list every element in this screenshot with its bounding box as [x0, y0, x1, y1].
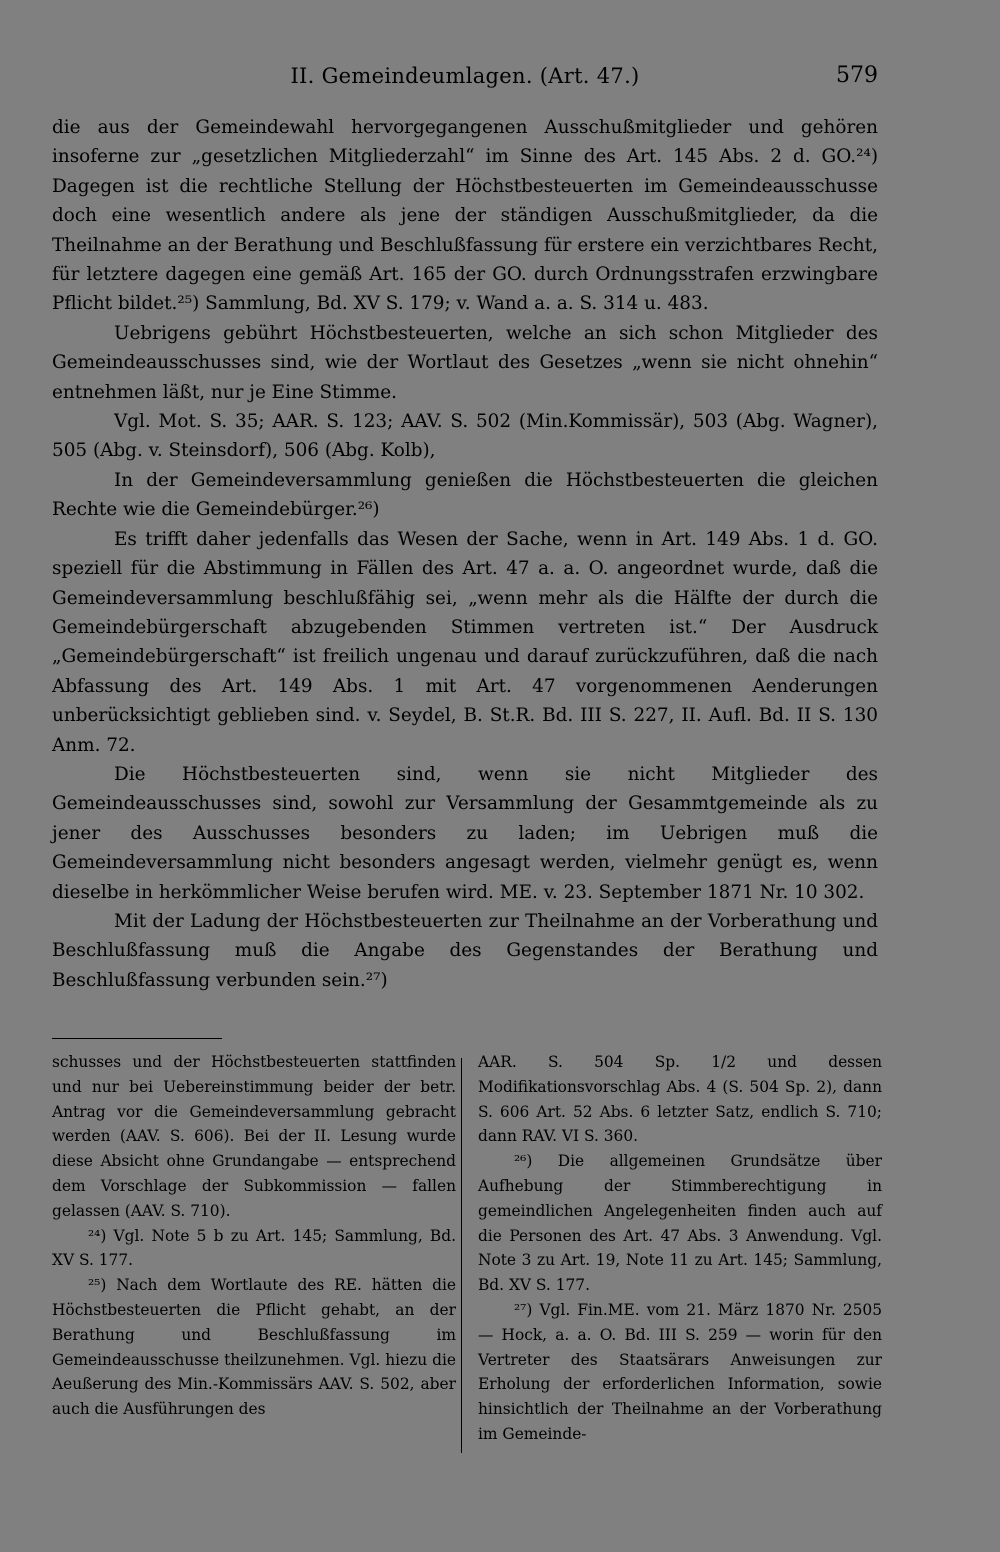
running-head: II. Gemeindeumlagen. (Art. 47.) [290, 64, 640, 88]
footnote-continuation: schusses und der Höchstbesteuerten stattfinden und nur bei Uebereinstimmung beider der betr. Antrag vor die Gemeindeversammlung gebracht werden (AAV. S. 606). Bei der II. Lesung wurde diese Absicht ohne Grundangabe — entsprechend dem Vorschlage der Subkommission — fallen gelassen (AAV. S. 710). [52, 1053, 456, 1220]
footnote-27: ²⁷) Vgl. Fin.ME. vom 21. März 1870 Nr. 2505 — Hock, a. a. O. Bd. III S. 259 — worin für den Vertreter des Staatsärars Anweisungen zur Erholung der erforderlichen Information, sowie hinsichtlich der Theilnahme an der Vorberathung im Gemeinde- [478, 1300, 882, 1443]
column-divider [461, 1058, 462, 1453]
footnote-continuation: AAR. S. 504 Sp. 1/2 und dessen Modifikationsvorschlag Abs. 4 (S. 504 Sp. 2), dann S. 606 Art. 52 Abs. 6 letzter Satz, endlich S. 710; dann RAV. VI S. 360. [478, 1053, 882, 1146]
footnotes-left-column [52, 1050, 456, 1422]
paragraph-continuation: die aus der Gemeindewahl hervorgegangenen Ausschußmitglieder und gehören insoferne zur „gesetzlichen Mitgliederzahl“ im Sinne des Art. 145 Abs. 2 d. GO.²⁴) Dagegen ist die rechtliche Stellung der Höchstbesteuerten im Gemeindeausschusse doch eine wesentlich andere als jene der ständigen Ausschußmitglieder, da die Theilnahme an der Berathung und Beschlußfassung für erstere ein verzichtbares Recht, für letztere dagegen eine gemäß Art. 165 der GO. durch Ordnungsstrafen erzwingbare Pflicht bildet.²⁵) Sammlung, Bd. XV S. 179; v. Wand a. a. S. 314 u. 483. [52, 117, 878, 315]
paragraph: Uebrigens gebührt Höchstbesteuerten, welche an sich schon Mitglieder des Gemeindeausschusses sind, wie der Wortlaut des Gesetzes „wenn sie nicht ohnehin“ entnehmen läßt, nur je Eine Stimme. [52, 322, 878, 403]
footnote-separator-rule [52, 1038, 222, 1039]
footnote-24: ²⁴) Vgl. Note 5 b zu Art. 145; Sammlung, Bd. XV S. 177. [52, 1226, 456, 1270]
page-number: 579 [836, 63, 878, 88]
page-header [52, 58, 878, 94]
footnote-25: ²⁵) Nach dem Wortlaute des RE. hätten die Höchstbesteuerten die Pflicht gehabt, an der Berathung und Beschlußfassung im Gemeindeausschusse theilzunehmen. Vgl. hiezu die Aeußerung des Min.-Kommissärs AAV. S. 502, aber auch die Ausführungen des [52, 1276, 456, 1419]
paragraph-references: Vgl. Mot. S. 35; AAR. S. 123; AAV. S. 502 (Min.Kommissär), 503 (Abg. Wagner), 505 (Abg. v. Steinsdorf), 506 (Abg. Kolb), [52, 411, 878, 462]
main-text [52, 113, 878, 995]
paragraph: Mit der Ladung der Höchstbesteuerten zur Theilnahme an der Vorberathung und Beschlußfassung muß die Angabe des Gegenstandes der Berathung und Beschlußfassung verbunden sein.²⁷) [52, 910, 878, 991]
paragraph: In der Gemeindeversammlung genießen die Höchstbesteuerten die gleichen Rechte wie die Gemeindebürger.²⁶) [52, 469, 878, 521]
footnote-26: ²⁶) Die allgemeinen Grundsätze über Aufhebung der Stimmberechtigung in gemeindlichen Angelegenheiten finden auch auf die Personen des Art. 47 Abs. 3 Anwendung. Vgl. Note 3 zu Art. 19, Note 11 zu Art. 145; Sammlung, Bd. XV S. 177. [478, 1152, 882, 1295]
footnotes-right-column [478, 1050, 882, 1447]
paragraph: Es trifft daher jedenfalls das Wesen der Sache, wenn in Art. 149 Abs. 1 d. GO. speziell für die Abstimmung in Fällen des Art. 47 a. a. O. angeordnet wurde, daß die Gemeindeversammlung beschlußfähig sei, „wenn mehr als die Hälfte der durch die Gemeindebürgerschaft abzugebenden Stimmen vertreten ist.“ Der Ausdruck „Gemeindebürgerschaft“ ist freilich ungenau und darauf zurückzuführen, daß die nach Abfassung des Art. 149 Abs. 1 mit Art. 47 vorgenommenen Aenderungen unberücksichtigt geblieben sind. v. Seydel, B. St.R. Bd. III S. 227, II. Aufl. Bd. II S. 130 Anm. 72. [52, 528, 878, 756]
footnotes [52, 1050, 882, 1460]
paragraph: Die Höchstbesteuerten sind, wenn sie nicht Mitglieder des Gemeindeausschusses sind, sowohl zur Versammlung der Gesammtgemeinde als zu jener des Ausschusses besonders zu laden; im Uebrigen muß die Gemeindeversammlung nicht besonders angesagt werden, vielmehr genügt es, wenn dieselbe in herkömmlicher Weise berufen wird. ME. v. 23. September 1871 Nr. 10 302. [52, 763, 878, 903]
